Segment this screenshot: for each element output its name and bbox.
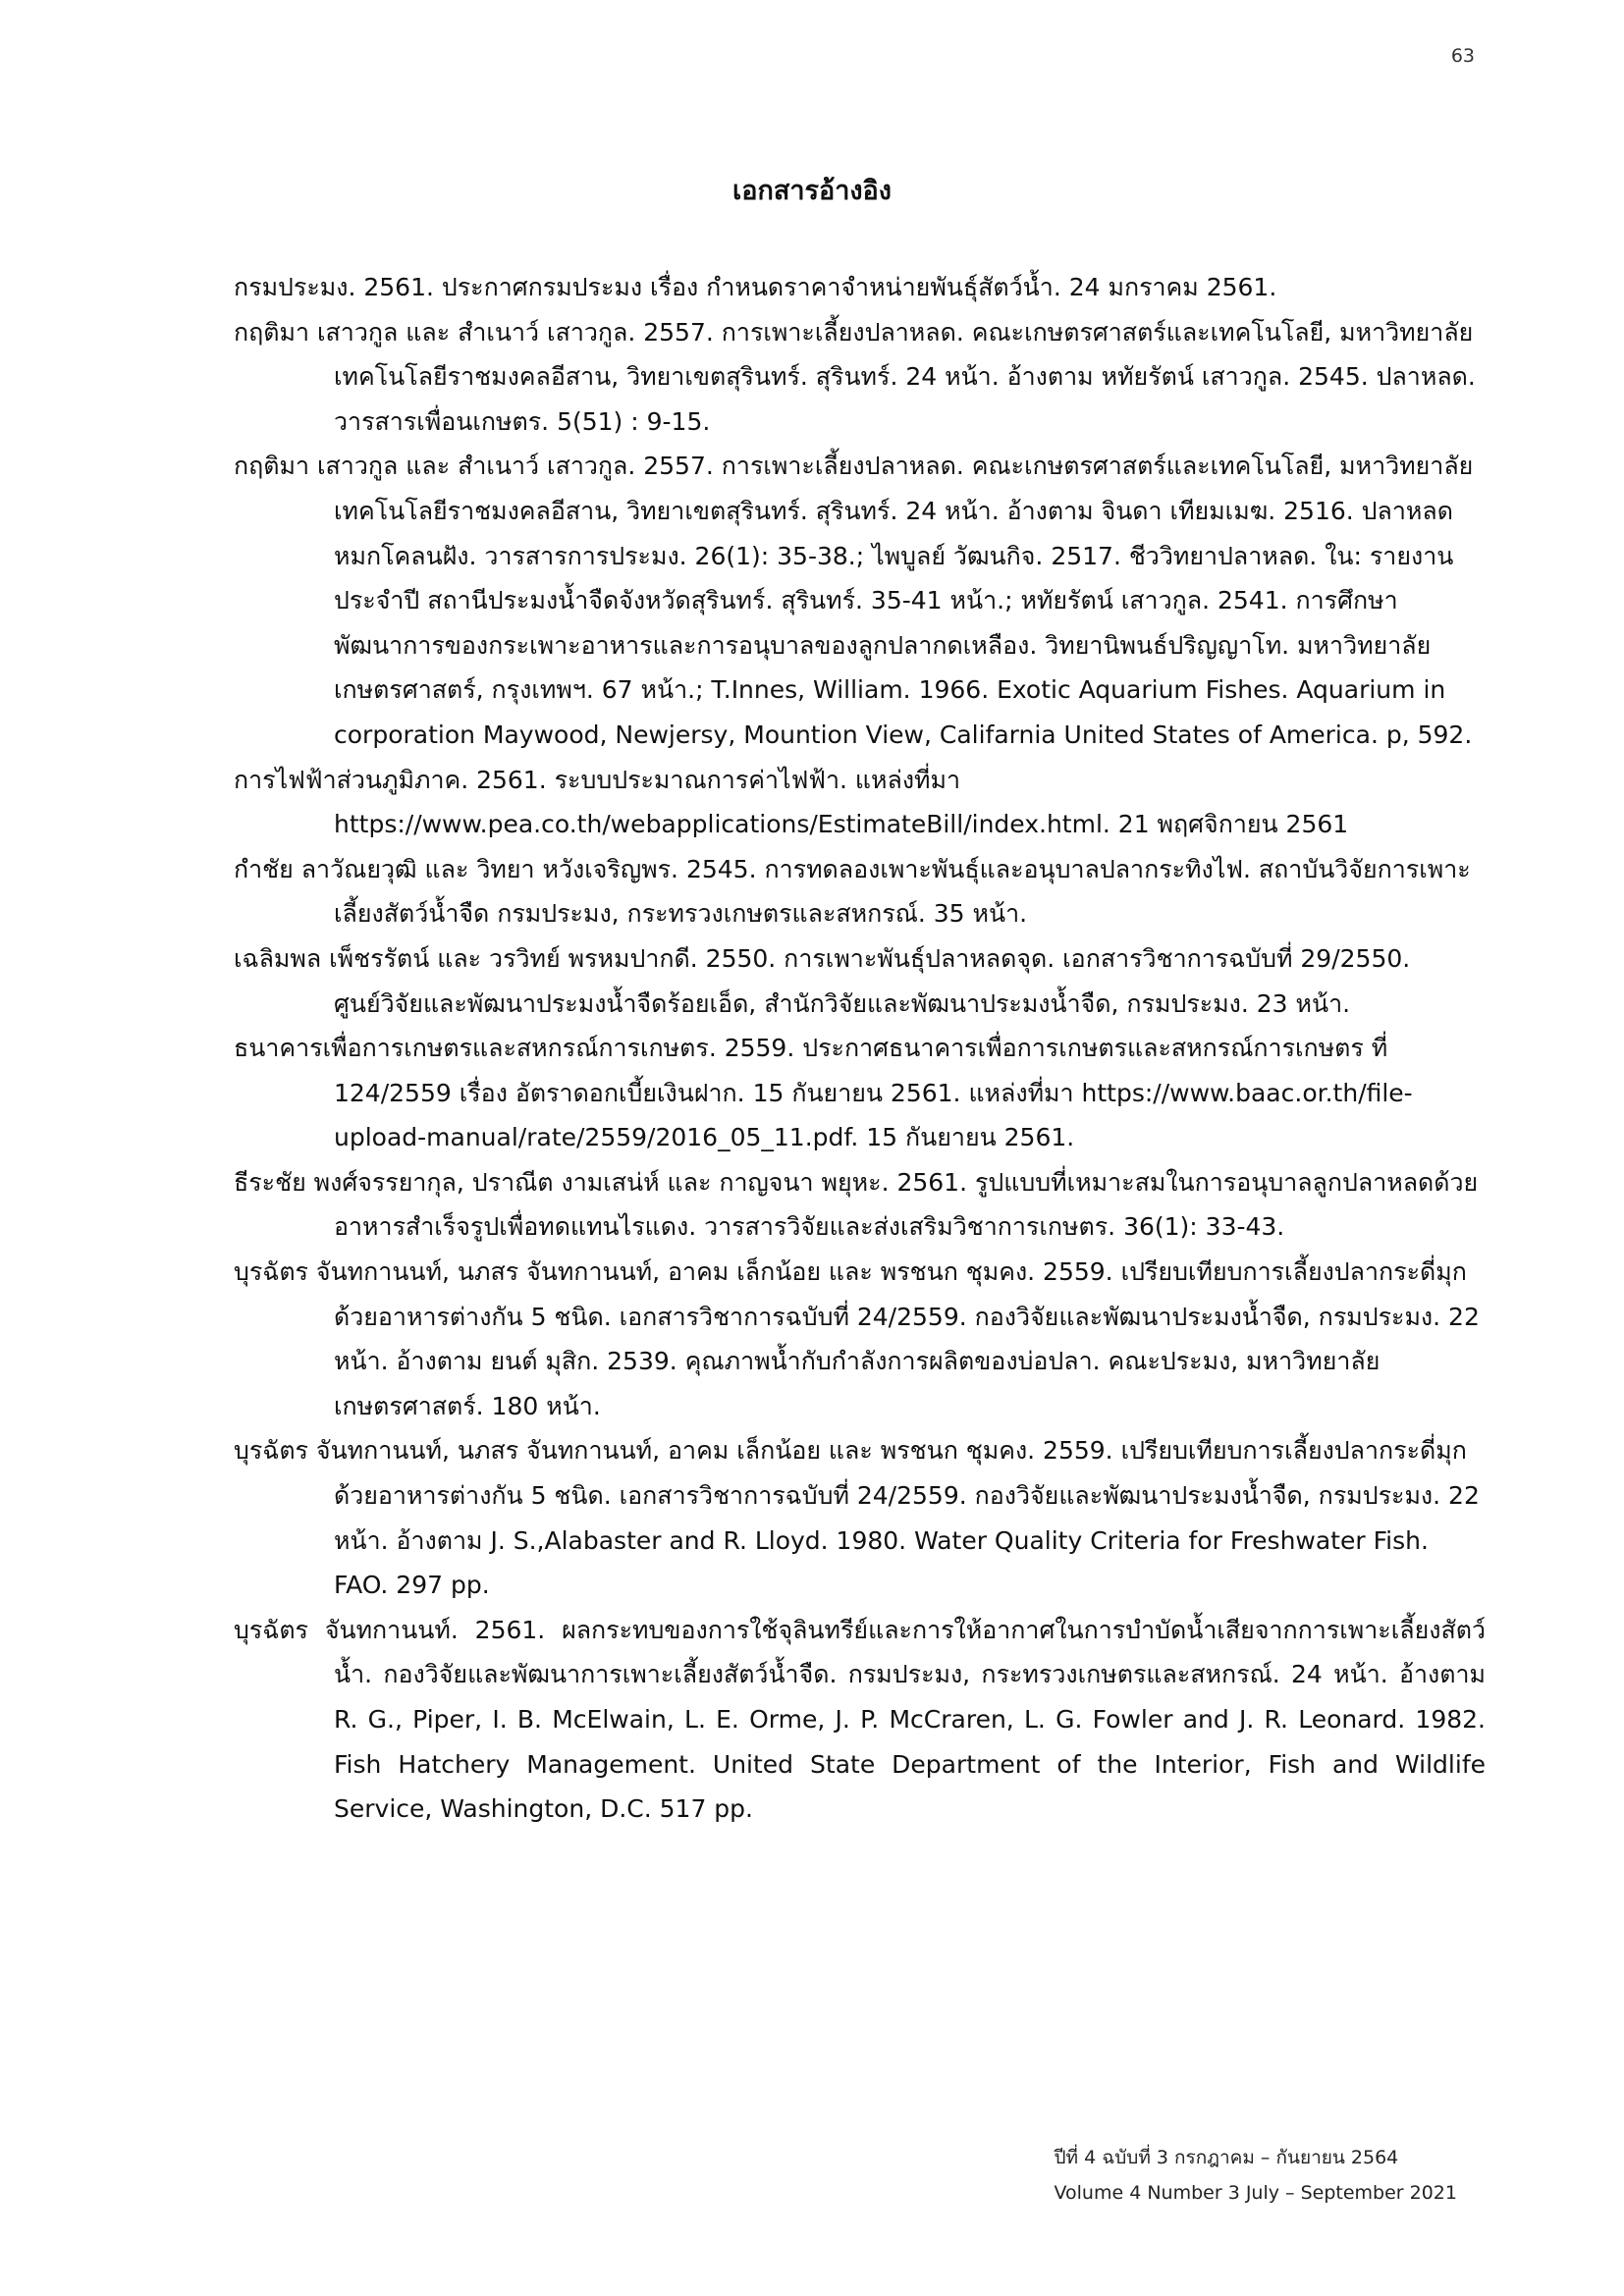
journal-footer (1055, 2140, 1458, 2211)
footer-issue-thai: ปีที่ 4 ฉบับที่ 3 กรกฎาคม – กันยายน 2564 (1054, 2147, 1399, 2168)
reference-entry: กฤติมา เสาวกูล และ สำเนาว์ เสาวกูล. 2557. การเพาะเลี้ยงปลาหลด. คณะเกษตรศาสตร์และเทคโนโลยี, มหาวิทยาลัยเทคโนโลยีราชมงคลอีสาน, วิทยาเขตสุรินทร์. สุรินทร์. 24 หน้า. อ้างตาม หทัยรัตน์ เสาวกูล. 2545. ปลาหลด. วารสารเพื่อนเกษตร. 5(51) : 9-15. (234, 317, 1476, 436)
reference-list (234, 265, 1486, 1832)
footer-issue-english: Volume 4 Number 3 July – September 2021 (1054, 2182, 1457, 2204)
page-number: 63 (1450, 45, 1475, 67)
page-title: เอกสารอ้างอิง (732, 176, 892, 206)
reference-entry: ธนาคารเพื่อการเกษตรและสหกรณ์การเกษตร. 2559. ประกาศธนาคารเพื่อการเกษตรและสหกรณ์การเกษตร ที่ 124/2559 เรื่อง อัตราดอกเบี้ยเงินฝาก. 15 กันยายน 2561. แหล่งที่มา https://www.baac.or.th/file-upload-manual/rate/2559/2016_05_11.pdf. 15 กันยายน 2561. (234, 1034, 1413, 1152)
reference-entry: บุรฉัตร จันทกานนท์, นภสร จันทกานนท์, อาคม เล็กน้อย และ พรชนก ชุมคง. 2559. เปรียบเทียบการเลี้ยงปลากระดี่มุกด้วยอาหารต่างกัน 5 ชนิด. เอกสารวิชาการฉบับที่ 24/2559. กองวิจัยและพัฒนาประมงน้ำจืด, กรมประมง. 22 หน้า. อ้างตาม ยนต์ มุสิก. 2539. คุณภาพน้ำกับกำลังการผลิตของบ่อปลา. คณะประมง, มหาวิทยาลัยเกษตรศาสตร์. 180 หน้า. (234, 1257, 1480, 1420)
reference-entry: กรมประมง. 2561. ประกาศกรมประมง เรื่อง กำหนดราคาจำหน่ายพันธุ์สัตว์น้ำ. 24 มกราคม 2561. (234, 273, 1277, 301)
reference-entry: กำชัย ลาวัณยวุฒิ และ วิทยา หวังเจริญพร. 2545. การทดลองเพาะพันธุ์และอนุบาลปลากระทิงไฟ. สถาบันวิจัยการเพาะเลี้ยงสัตว์น้ำจืด กรมประมง, กระทรวงเกษตรและสหกรณ์. 35 หน้า. (234, 854, 1471, 929)
reference-entry: บุรฉัตร จันทกานนท์, นภสร จันทกานนท์, อาคม เล็กน้อย และ พรชนก ชุมคง. 2559. เปรียบเทียบการเลี้ยงปลากระดี่มุกด้วยอาหารต่างกัน 5 ชนิด. เอกสารวิชาการฉบับที่ 24/2559. กองวิจัยและพัฒนาประมงน้ำจืด, กรมประมง. 22 หน้า. อ้างตาม J. S.,Alabaster and R. Lloyd. 1980. Water Quality Criteria for Freshwater Fish. FAO. 297 pp. (234, 1436, 1480, 1600)
reference-entry: กฤติมา เสาวกูล และ สำเนาว์ เสาวกูล. 2557. การเพาะเลี้ยงปลาหลด. คณะเกษตรศาสตร์และเทคโนโลยี, มหาวิทยาลัยเทคโนโลยีราชมงคลอีสาน, วิทยาเขตสุรินทร์. สุรินทร์. 24 หน้า. อ้างตาม จินดา เทียมเมฆ. 2516. ปลาหลด หมกโคลนฝัง. วารสารการประมง. 26(1): 35-38.; ไพบูลย์ วัฒนกิจ. 2517. ชีววิทยาปลาหลด. ใน: รายงานประจำปี สถานีประมงน้ำจืดจังหวัดสุรินทร์. สุรินทร์. 35-41 หน้า.; หทัยรัตน์ เสาวกูล. 2541. การศึกษาพัฒนาการของกระเพาะอาหารและการอนุบาลของลูกปลากดเหลือง. วิทยานิพนธ์ปริญญาโท. มหาวิทยาลัยเกษตรศาสตร์, กรุงเทพฯ. 67 หน้า.; T.Innes, William. 1966. Exotic Aquarium Fishes. Aquarium in corporation Maywood, Newjersy, Mountion View, Califarnia United States of America. p, 592. (234, 452, 1474, 749)
reference-entry: บุรฉัตร จันทกานนท์. 2561. ผลกระทบของการใช้จุลินทรีย์และการให้อากาศในการบำบัดน้ำเสียจากการเพาะเลี้ยงสัตว์น้ำ. กองวิจัยและพัฒนาการเพาะเลี้ยงสัตว์น้ำจืด. กรมประมง, กระทรวงเกษตรและสหกรณ์. 24 หน้า. อ้างตาม R. G., Piper, I. B. McElwain, L. E. Orme, J. P. McCraren, L. G. Fowler and J. R. Leonard. 1982. Fish Hatchery Management. United State Department of the Interior, Fish and Wildlife Service, Washington, D.C. 517 pp. (234, 1615, 1486, 1824)
reference-entry: เฉลิมพล เพ็ชรรัตน์ และ วรวิทย์ พรหมปากดี. 2550. การเพาะพันธุ์ปลาหลดจุด. เอกสารวิชาการฉบับที่ 29/2550. ศูนย์วิจัยและพัฒนาประมงน้ำจืดร้อยเอ็ด, สำนักวิจัยและพัฒนาประมงน้ำจืด, กรมประมง. 23 หน้า. (234, 943, 1411, 1018)
reference-entry: ธีระชัย พงศ์จรรยากุล, ปราณีต งามเสน่ห์ และ กาญจนา พยุหะ. 2561. รูปแบบที่เหมาะสมในการอนุบาลลูกปลาหลดด้วยอาหารสำเร็จรูปเพื่อทดแทนไรแดง. วารสารวิจัยและส่งเสริมวิชาการเกษตร. 36(1): 33-43. (234, 1167, 1479, 1242)
reference-entry: การไฟฟ้าส่วนภูมิภาค. 2561. ระบบประมาณการค่าไฟฟ้า. แหล่งที่มา https://www.pea.co.th/webapplications/EstimateBill/index.html. 21 พฤศจิกายน 2561 (234, 765, 1349, 839)
